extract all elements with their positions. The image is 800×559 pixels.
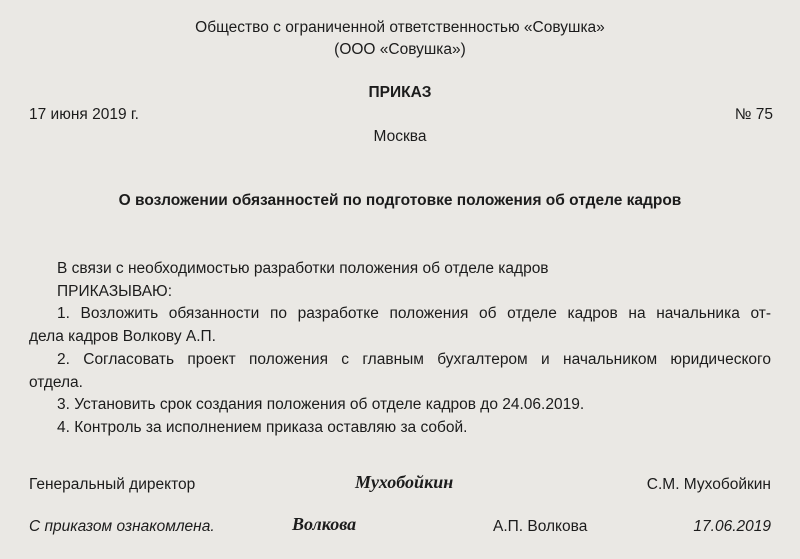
order-item-4: 4. Контроль за исполнением приказа оставляю за собой. [57,418,468,436]
document-type-title: ПРИКАЗ [368,84,432,101]
order-item-3: 3. Установить срок создания положения об отделе кадров до 24.06.2019. [57,396,585,414]
organization-short-name: (ООО «Совушка») [334,41,466,58]
order-intro: В связи с необходимостью разработки положения об отделе кадров [57,260,549,277]
order-item-2-line-1: 2. Согласовать проект положения с главным бухгалтером и начальником юридического [57,350,771,368]
document-subject: О возложении обязанностей по подготовке положения об отделе кадров [118,192,682,209]
order-item-2-line-2: отдела. [29,373,83,391]
order-command-word: ПРИКАЗЫВАЮ: [57,282,173,300]
signatory-name: С.М. Мухобойкин [646,476,771,493]
acknowledgement-name: А.П. Волкова [493,518,588,535]
document-date: 17 июня 2019 г. [29,106,139,123]
employee-signature: Волкова [292,514,357,534]
order-body [29,258,771,440]
director-signature: Мухобойкин [355,472,454,492]
signatory-position: Генеральный директор [29,476,196,493]
order-item-1-line-2: дела кадров Волкову А.П. [29,328,216,346]
document-city: Москва [373,128,427,145]
document-number: № 75 [734,106,773,123]
acknowledgement-label: С приказом ознакомлена. [29,518,215,535]
acknowledgement-date: 17.06.2019 [693,518,771,535]
order-item-1-line-1: 1. Возложить обязанности по разработке положения об отделе кадров на начальника от- [57,305,771,323]
organization-full-name: Общество с ограниченной ответственностью «Совушка» [195,19,605,36]
